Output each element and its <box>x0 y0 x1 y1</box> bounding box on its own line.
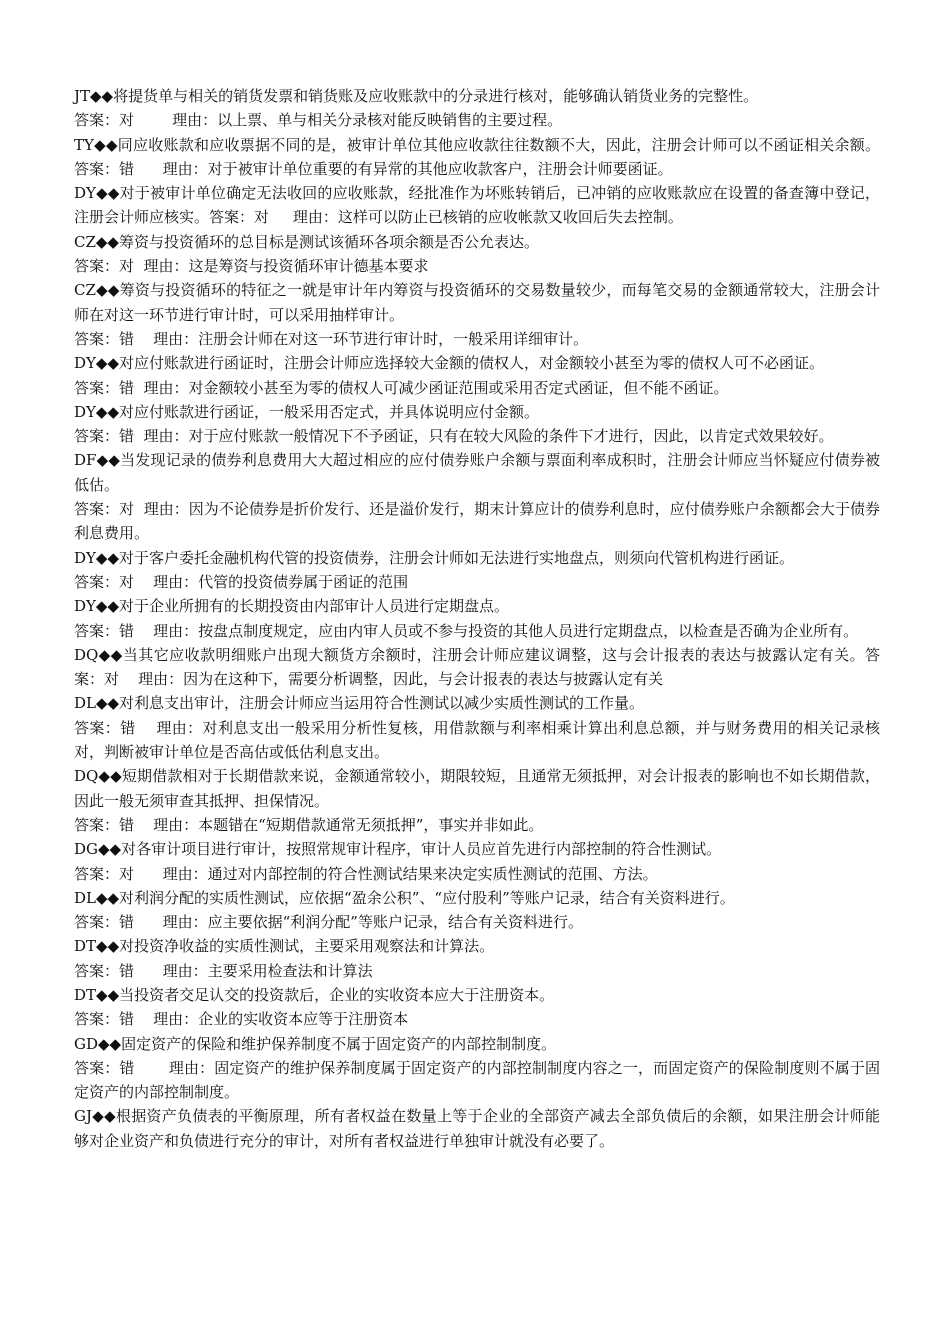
paragraph: TY◆◆同应收账款和应收票据不同的是，被审计单位其他应收款往往数额不大，因此，注册会计师可以不函证相关余额。答案：错 理由：对于被审计单位重要的有异常的其他应收款客户，注册会计师要函证。 <box>74 135 880 178</box>
paragraph: 答案：对 理由：代管的投资债券属于函证的范围 <box>74 572 409 591</box>
paragraph: DY◆◆对应付账款进行函证，一般采用否定式，并具体说明应付金额。 <box>74 402 540 421</box>
paragraph: 答案：错 理由：企业的实收资本应等于注册资本 <box>74 1010 409 1029</box>
paragraph: 答案：错 理由：按盘点制度规定，应由内审人员或不参与投资的其他人员进行定期盘点，以检查是否确为企业所有。 <box>74 621 859 640</box>
paragraph: DQ◆◆当其它应收款明细账户出现大额货方余额时，注册会计师应建议调整，这与会计报表的表达与披露认定有关。答案：对 理由：因为在这种下，需要分析调整，因此，与会计报表的表达与披露认定有关 <box>74 645 880 689</box>
paragraph: 答案：错 理由：固定资产的维护保养制度属于固定资产的内部控制制度内容之一，而固定资产的保险制度则不属于固定资产的内部控制制度。 <box>74 1058 880 1102</box>
paragraph: GJ◆◆根据资产负债表的平衡原理，所有者权益在数量上等于企业的全部资产减去全部负债后的余额，如果注册会计师能够对企业资产和负债进行充分的审计，对所有者权益进行单独审计就没有必要了。 <box>74 1107 880 1150</box>
paragraph: 答案：错 理由：对金额较小甚至为零的债权人可减少函证范围或采用否定式函证，但不能不函证。 <box>74 378 729 397</box>
paragraph: DG◆◆对各审计项目进行审计，按照常规审计程序，审计人员应首先进行内部控制的符合性测试。 <box>74 840 722 859</box>
paragraph: 答案：对 理由：通过对内部控制的符合性测试结果来决定实质性测试的范围、方法。 <box>74 864 658 883</box>
paragraph: 答案：错 理由：对利息支出一般采用分析性复核，用借款额与利率相乘计算出利息总额，并与财务费用的相关记录核对，判断被审计单位是否高估或低估利息支出。 <box>74 718 880 762</box>
paragraph: DQ◆◆短期借款相对于长期借款来说，金额通常较小，期限较短，且通常无须抵押，对会计报表的影响也不如长期借款，因此一般无须审查其抵押、担保情况。 <box>74 767 880 810</box>
paragraph: DY◆◆对于企业所拥有的长期投资由内部审计人员进行定期盘点。 <box>74 597 510 616</box>
paragraph: 答案：对 理由：这是筹资与投资循环审计德基本要求 <box>74 257 429 276</box>
paragraph: DL◆◆对利息支出审计，注册会计师应当运用符合性测试以减少实质性测试的工作量。 <box>74 694 645 713</box>
paragraph: 答案：错 理由：主要采用检查法和计算法 <box>74 961 373 980</box>
paragraph: DT◆◆当投资者交足认交的投资款后，企业的实收资本应大于注册资本。 <box>74 985 555 1004</box>
paragraph: DL◆◆对利润分配的实质性测试，应依据“盈余公积”、“应付股利”等账户记录，结合有关资料进行。 <box>74 888 735 907</box>
paragraph: 答案：对 理由：因为不论债券是折价发行、还是溢价发行，期末计算应计的债券利息时，应付债券账户余额都会大于债券利息费用。 <box>74 500 880 543</box>
paragraph: 答案：错 理由：注册会计师在对这一环节进行审计时，一般采用详细审计。 <box>74 329 589 348</box>
document-body <box>74 84 880 1153</box>
paragraph: 答案：对 理由：以上票、单与相关分录核对能反映销售的主要过程。 <box>74 111 563 130</box>
paragraph: DY◆◆对于客户委托金融机构代管的投资债券，注册会计师如无法进行实地盘点，则须向代管机构进行函证。 <box>74 548 795 567</box>
paragraph: DT◆◆对投资净收益的实质性测试，主要采用观察法和计算法。 <box>74 937 495 956</box>
paragraph: JT◆◆将提货单与相关的销货发票和销货账及应收账款中的分录进行核对，能够确认销货业务的完整性。 <box>74 87 759 105</box>
paragraph: 答案：错 理由：应主要依据“利润分配”等账户记录，结合有关资料进行。 <box>74 913 583 932</box>
paragraph: GD◆◆固定资产的保险和维护保养制度不属于固定资产的内部控制制度。 <box>74 1034 557 1053</box>
paragraph: DY◆◆对于被审计单位确定无法收回的应收账款，经批准作为坏账转销后，已冲销的应收账款应在设置的备查簿中登记，注册会计师应核实。答案：对 理由：这样可以防止已核销的应收帐款又收回后失去控制。 <box>74 184 880 227</box>
paragraph: CZ◆◆筹资与投资循环的特征之一就是审计年内筹资与投资循环的交易数量较少，而每笔交易的金额通常较大，注册会计师在对这一环节进行审计时，可以采用抽样审计。 <box>74 281 880 324</box>
paragraph: 答案：错 理由：对于应付账款一般情况下不予函证，只有在较大风险的条件下才进行，因此，以肯定式效果较好。 <box>74 427 834 446</box>
paragraph: DF◆◆当发现记录的债券利息费用大大超过相应的应付债券账户余额与票面利率成积时，注册会计师应当怀疑应付债券被低估。 <box>74 451 880 494</box>
paragraph: 答案：错 理由：本题错在“短期借款通常无须抵押”，事实并非如此。 <box>74 815 544 834</box>
paragraph: CZ◆◆筹资与投资循环的总目标是测试该循环各项余额是否公允表达。 <box>74 232 539 251</box>
paragraph: DY◆◆对应付账款进行函证时，注册会计师应选择较大金额的债权人，对金额较小甚至为零的债权人可不必函证。 <box>74 354 825 373</box>
